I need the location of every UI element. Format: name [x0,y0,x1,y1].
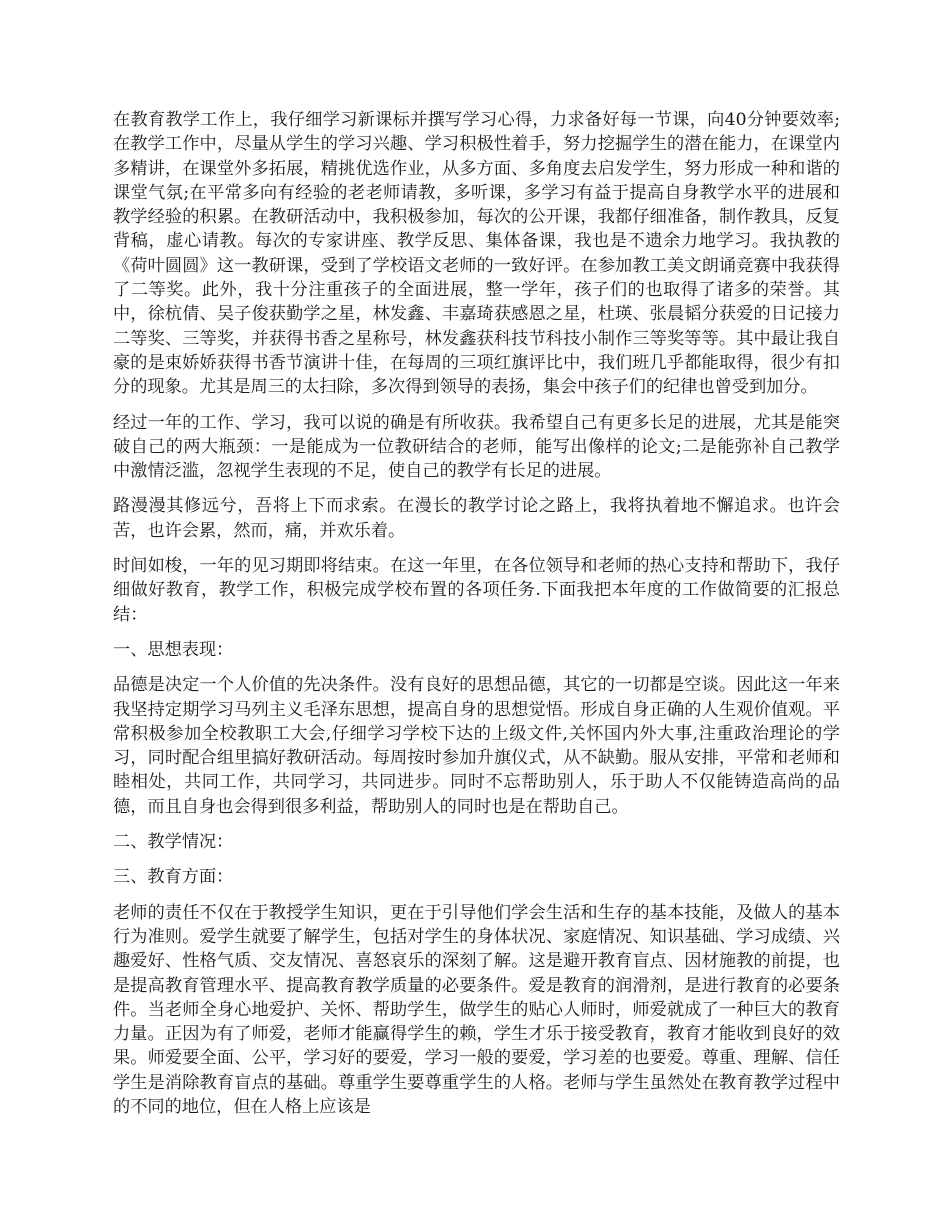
paragraph-intro-summary: 时间如梭，一年的见习期即将结束。在这一年里，在各位领导和老师的热心支持和帮助下，我仔细做好教育，教学工作，积极完成学校布置的各项任务.下面我把本年度的工作做简要的汇报总结： [113,556,840,625]
section-heading-teaching: 二、教学情况： [113,832,234,853]
section-heading-thought: 一、思想表现： [113,639,234,660]
paragraph-gains: 经过一年的工作、学习，我可以说的确是有所收获。我希望自己有更多长足的进展，尤其是能突破自己的两大瓶颈：一是能成为一位教研结合的老师，能写出像样的论文;二是能弥补自己教学中激情泛滥，忽视学生表现的不足，使自己的教学有长足的进展。 [113,412,840,482]
section-heading-education: 三、教育方面： [113,867,234,888]
paragraph-teacher-responsibility: 老师的责任不仅在于教授学生知识，更在于引导他们学会生活和生存的基本技能，及做人的基本行为准则。爱学生就要了解学生，包括对学生的身体状况、家庭情况、知识基础、学习成绩、兴趣爱好、性格气质、交友情况、喜怒哀乐的深刻了解。这是避开教育盲点、因材施教的前提，也是提高教育管理水平、提高教育教学质量的必要条件。爱是教育的润滑剂，是进行教育的必要条件。当老师全身心地爱护、关怀、帮助学生，做学生的贴心人师时，师爱就成了一种巨大的教育力量。正因为有了师爱，老师才能赢得学生的赖，学生才乐于接受教育，教育才能收到良好的效果。师爱要全面、公平，学习好的要爱，学习一般的要爱，学习差的也要爱。尊重、理解、信任学生是消除教育盲点的基础。尊重学生要尊重学生的人格。老师与学生虽然处在教育教学过程中的不同的地位，但在人格上应该是 [113,902,840,1117]
paragraph-teaching-work: 在教育教学工作上，我仔细学习新课标并撰写学习心得，力求备好每一节课，向40分钟要效率;在教学工作中，尽量从学生的学习兴趣、学习积极性着手，努力挖掘学生的潜在能力，在课堂内多精讲，在课堂外多拓展，精挑优选作业，从多方面、多角度去启发学生，努力形成一种和谐的课堂气氛;在平常多向有经验的老老师请教，多听课，多学习有益于提高自身教学水平的进展和教学经验的积累。在教研活动中，我积极参加，每次的公开课，我都仔细准备，制作教具，反复背稿，虚心请教。每次的专家讲座、教学反思、集体备课，我也是不遗余力地学习。我执教的《荷叶圆圆》这一教研课，受到了学校语文老师的一致好评。在参加教工美文朗诵竞赛中我获得了二等奖。此外，我十分注重孩子的全面进展，整一学年，孩子们的也取得了诸多的荣誉。其中，徐杭倩、吴子俊获勤学之星，林发鑫、丰嘉琦获感恩之星，杜瑛、张晨韬分获爱的日记接力二等奖、三等奖，并获得书香之星称号，林发鑫获科技节科技小制作三等奖等等。其中最让我自豪的是束娇娇获得书香节演讲十佳，在每周的三项红旗评比中，我们班几乎都能取得，很少有扣分的现象。尤其是周三的太扫除，多次得到领导的表扬，集会中孩子们的纪律也曾受到加分。 [113,110,840,398]
paragraph-morality: 品德是决定一个人价值的先决条件。没有良好的思想品德，其它的一切都是空谈。因此这一年来我坚持定期学习马列主义毛泽东思想，提高自身的思想觉悟。形成自身正确的人生观价值观。平常积极参加全校教职工大会,仔细学习学校下达的上级文件,关怀国内外大事,注重政治理论的学习，同时配合组里搞好教研活动。每周按时参加升旗仪式，从不缺勤。服从安排，平常和老师和睦相处，共同工作，共同学习，共同进步。同时不忘帮助别人，乐于助人不仅能铸造高尚的品德，而且自身也会得到很多利益，帮助别人的同时也是在帮助自己。 [113,675,840,817]
paragraph-pursuit: 路漫漫其修远兮，吾将上下而求索。在漫长的教学讨论之路上，我将执着地不懈追求。也许会苦，也许会累，然而，痛，并欢乐着。 [113,496,840,541]
document-body [113,108,840,1130]
